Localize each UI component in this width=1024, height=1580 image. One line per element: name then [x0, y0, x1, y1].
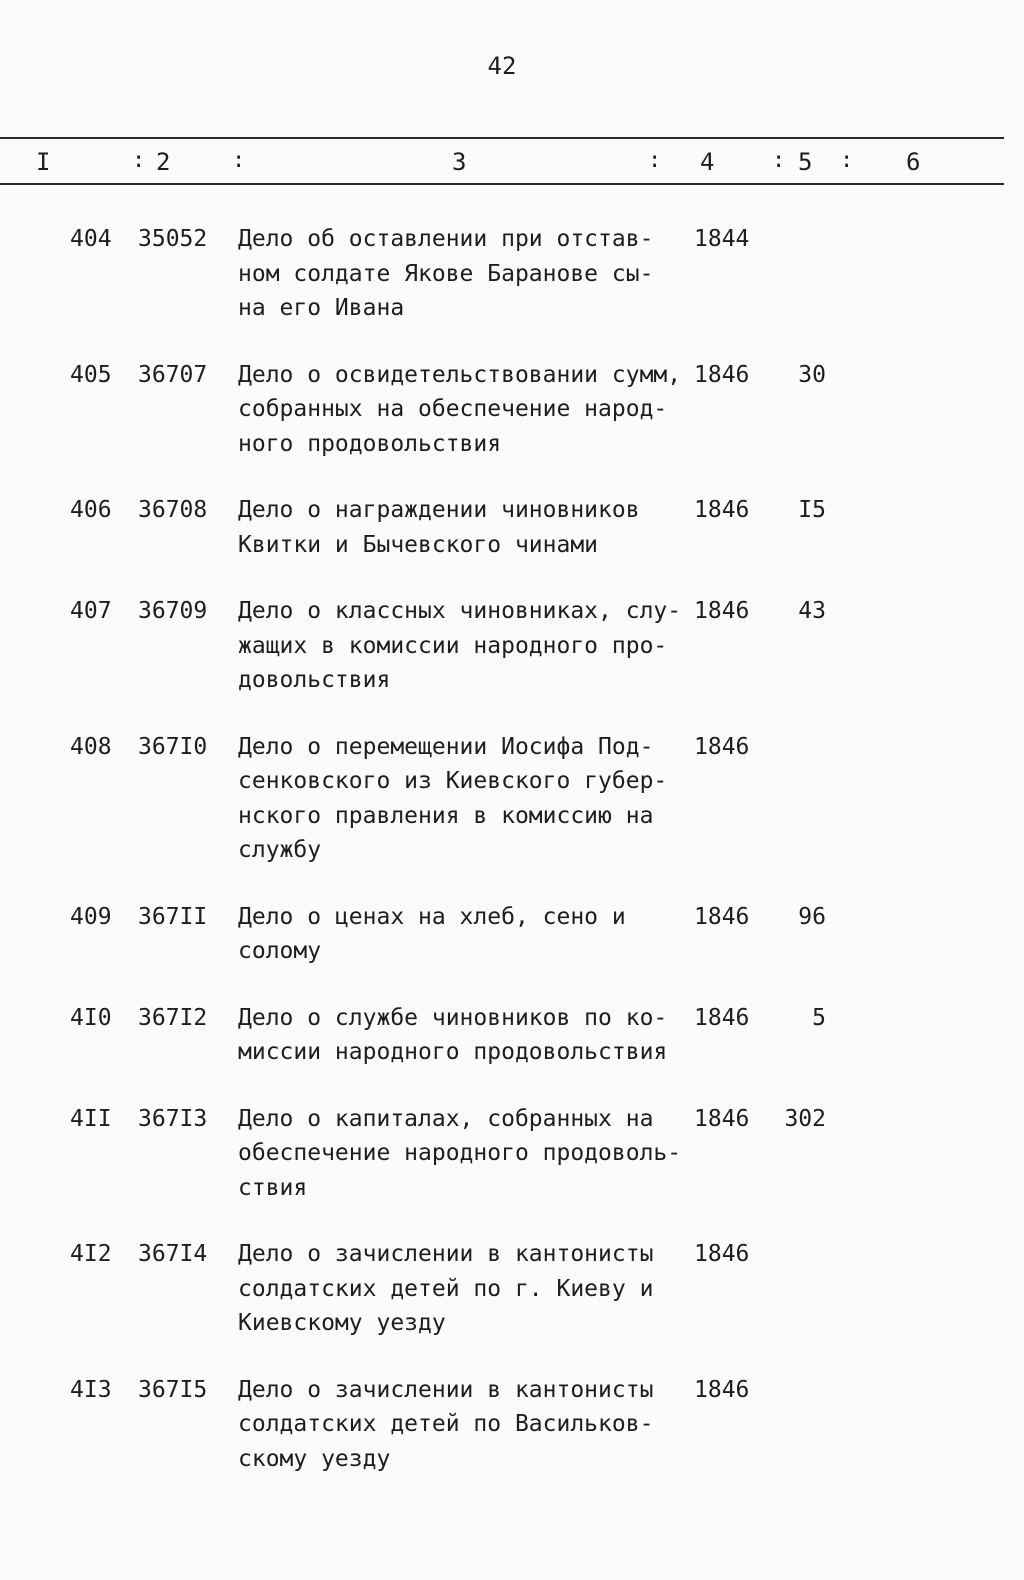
- entry-year: 1846: [694, 598, 750, 624]
- inventory-entry: [0, 1237, 1004, 1341]
- entry-number: 4I2: [70, 1241, 112, 1267]
- column-header-1: I: [36, 148, 51, 176]
- entry-code: 367I0: [138, 733, 208, 760]
- inventory-entry: [0, 1001, 1004, 1070]
- entry-year: 1846: [694, 1004, 750, 1031]
- entry-title: Дело о классных чиновниках, слу- жащих в комиссии народного про- довольствия: [238, 598, 682, 693]
- column-separator: :: [132, 148, 146, 173]
- inventory-entry: [0, 222, 1004, 326]
- entry-title: Дело о освидетельствовании сумм, собранных на обеспечение народ- ного продовольствия: [238, 361, 682, 457]
- entry-number: 404: [70, 226, 112, 252]
- column-header-6: 6: [906, 148, 921, 176]
- entry-code: 367I5: [138, 1376, 208, 1403]
- entry-year: 1846: [694, 903, 750, 930]
- entry-number: 4I3: [70, 1376, 112, 1403]
- entry-code: 367I2: [138, 1004, 208, 1031]
- entry-title: Дело об оставлении при отстав- ном солдате Якове Баранове сы- на его Ивана: [238, 226, 654, 321]
- entry-code: 36709: [138, 598, 208, 624]
- entry-year: 1846: [694, 733, 750, 760]
- entry-year: 1846: [694, 1376, 750, 1403]
- inventory-entry: [0, 730, 1004, 868]
- inventory-entry: [0, 358, 1004, 462]
- entry-pages: 30: [798, 361, 826, 388]
- entry-title: Дело о зачислении в кантонисты солдатских детей по Васильков- скому уезду: [238, 1376, 654, 1472]
- entry-number: 405: [70, 361, 112, 388]
- column-header-row: [0, 148, 1004, 178]
- entry-year: 1846: [694, 1105, 750, 1132]
- entry-title: Дело о зачислении в кантонисты солдатских детей по г. Киеву и Киевскому уезду: [238, 1241, 654, 1336]
- entry-title: Дело о службе чиновников по ко- миссии народного продовольствия: [238, 1004, 668, 1065]
- entry-number: 4I0: [70, 1004, 112, 1031]
- entry-code: 35052: [138, 226, 208, 252]
- entry-number: 407: [70, 598, 112, 624]
- entry-number: 4II: [70, 1105, 112, 1132]
- entry-title: Дело о капиталах, собранных на обеспечение народного продоволь- ствия: [238, 1105, 682, 1201]
- entry-number: 406: [70, 497, 112, 523]
- column-separator: :: [840, 148, 854, 173]
- column-header-3: 3: [452, 148, 467, 176]
- column-separator: :: [648, 148, 662, 173]
- inventory-entry: [0, 594, 1004, 698]
- entry-year: 1846: [694, 497, 750, 523]
- entry-year: 1846: [694, 361, 750, 388]
- entry-code: 36708: [138, 497, 208, 523]
- entry-code: 367I3: [138, 1105, 208, 1132]
- entry-pages: 96: [798, 903, 826, 930]
- inventory-list: [0, 222, 1004, 1476]
- column-separator: :: [232, 148, 246, 173]
- entry-pages: 302: [784, 1105, 826, 1132]
- entry-number: 408: [70, 733, 112, 760]
- inventory-entry: [0, 1102, 1004, 1206]
- header-bottom-rule: [0, 183, 1004, 185]
- column-header-4: 4: [700, 148, 715, 176]
- entry-pages: 43: [798, 598, 826, 624]
- entry-code: 36707: [138, 361, 208, 388]
- entry-year: 1844: [694, 226, 750, 252]
- header-top-rule: [0, 137, 1004, 139]
- entry-title: Дело о ценах на хлеб, сено и солому: [238, 903, 626, 964]
- column-header-2: 2: [156, 148, 171, 176]
- inventory-entry: [0, 1373, 1004, 1477]
- entry-title: Дело о перемещении Иосифа Под- сенковского из Киевского губер- нского правления в комиссию на службу: [238, 733, 668, 863]
- page-number: 42: [487, 52, 517, 80]
- entry-code: 367II: [138, 903, 208, 930]
- entry-pages: 5: [812, 1004, 826, 1031]
- entry-pages: I5: [798, 497, 826, 523]
- entry-title: Дело о награждении чиновников Квитки и Бычевского чинами: [238, 497, 640, 558]
- entry-year: 1846: [694, 1241, 750, 1267]
- entry-number: 409: [70, 903, 112, 930]
- inventory-entry: [0, 900, 1004, 969]
- column-header-5: 5: [798, 148, 813, 176]
- inventory-entry: [0, 493, 1004, 562]
- entry-code: 367I4: [138, 1241, 208, 1267]
- column-separator: :: [772, 148, 786, 173]
